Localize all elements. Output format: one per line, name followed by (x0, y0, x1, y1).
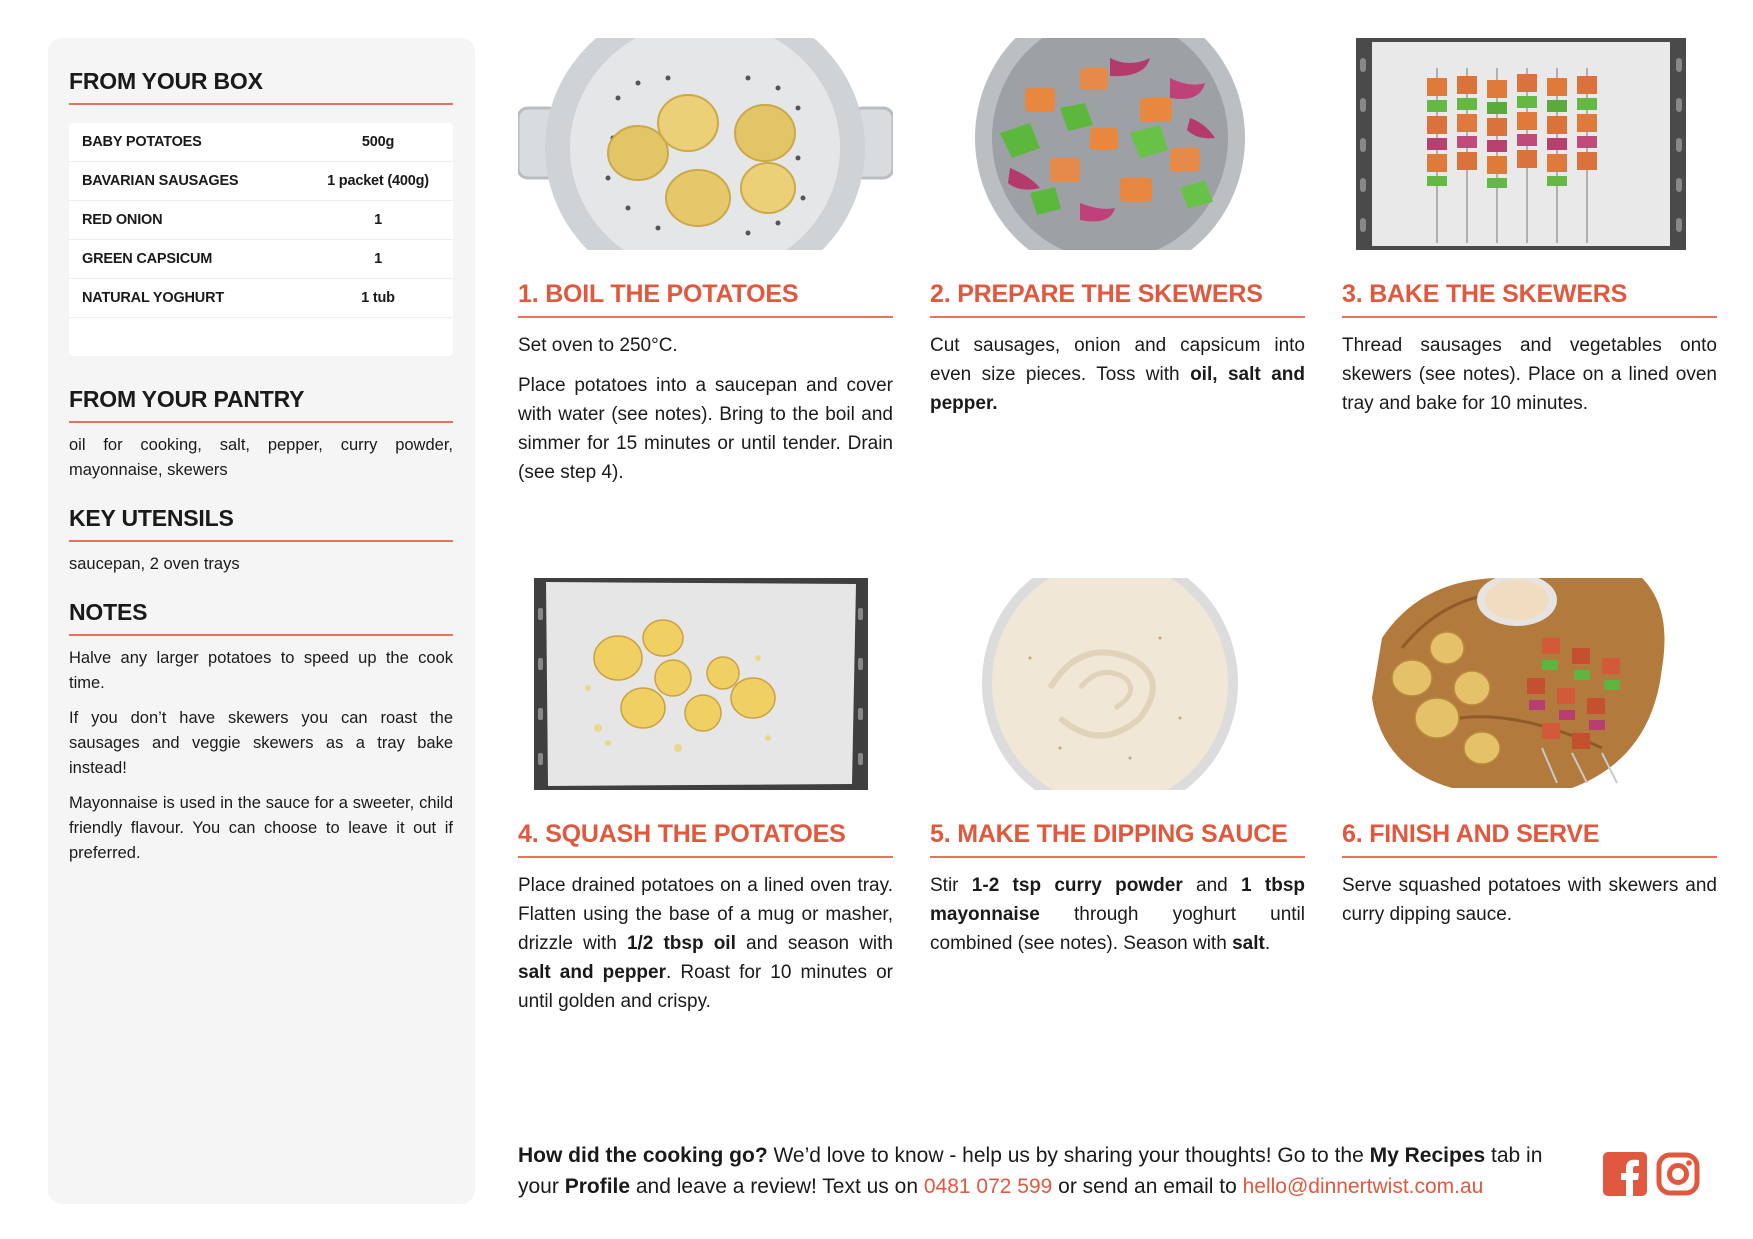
text-span: tab in your (518, 1144, 1543, 1198)
step-5 (930, 578, 1305, 958)
bold-span: salt (1232, 933, 1265, 954)
empty-cell (69, 318, 303, 357)
step-3-text: Thread sausages and vegetables onto skewers (see notes). Place on a lined oven tray and bake for 10 minutes. (1342, 335, 1717, 414)
note-item: Halve any larger potatoes to speed up the cook time. (69, 649, 453, 692)
step-2-title: 2. PREPARE THE SKEWERS (930, 280, 1305, 318)
table-row (69, 318, 453, 357)
ingredient-qty: 1 (303, 201, 453, 240)
bold-span: oil, salt and pepper. (930, 364, 1305, 414)
step-2-image (930, 38, 1305, 250)
text-span: Cut sausages, onion and capsicum into even size pieces. Toss with (930, 335, 1305, 385)
facebook-icon[interactable] (1603, 1152, 1647, 1201)
text-span: and (1182, 875, 1242, 896)
note-item: If you don’t have skewers you can roast the sausages and veggie skewers as a tray bake instead! (69, 709, 453, 777)
pantry-section (69, 386, 453, 483)
step-3-image (1342, 38, 1717, 250)
ingredient-name: BAVARIAN SAUSAGES (69, 162, 303, 201)
from-your-pantry-title: FROM YOUR PANTRY (69, 386, 453, 423)
table-row (69, 279, 453, 318)
text-span: through yoghurt until combined (see notes). Season with (930, 904, 1305, 954)
ingredient-name: BABY POTATOES (69, 123, 303, 162)
step-6 (1342, 578, 1717, 929)
bold-span: 1 tbsp mayonnaise (930, 875, 1305, 925)
text-span: Place drained potatoes on a lined oven tray. Flatten using the base of a mug or masher, drizzle with (518, 875, 893, 954)
step-3-title: 3. BAKE THE SKEWERS (1342, 280, 1717, 318)
ingredient-name: RED ONION (69, 201, 303, 240)
step-5-image (930, 578, 1305, 790)
step-4 (518, 578, 893, 1016)
note-item: Mayonnaise is used in the sauce for a sweeter, child friendly flavour. You can choose to leave it out if preferred. (69, 794, 453, 862)
step-1 (518, 38, 893, 487)
notes-title: NOTES (69, 599, 453, 636)
text-span: and season with (735, 933, 893, 954)
text-span: We’d love to know - help us by sharing your thoughts! Go to the (767, 1144, 1370, 1167)
step-4-text (518, 871, 893, 1016)
table-row (69, 201, 453, 240)
step-6-image (1342, 578, 1717, 790)
bold-span: salt and pepper (518, 962, 667, 983)
ingredient-qty: 500g (303, 123, 453, 162)
step-4-title: 4. SQUASH THE POTATOES (518, 820, 893, 858)
step-1-title: 1. BOIL THE POTATOES (518, 280, 893, 318)
text-span: . (1264, 933, 1271, 954)
empty-cell (303, 318, 453, 357)
ingredient-name: GREEN CAPSICUM (69, 240, 303, 279)
ingredient-qty: 1 packet (400g) (303, 162, 453, 201)
bold-span: 1-2 tsp curry powder (971, 875, 1183, 896)
text-span: or send an email to (1052, 1175, 1243, 1198)
ingredient-qty: 1 (303, 240, 453, 279)
text-span: and leave a review! Text us on (630, 1175, 924, 1198)
review-question: How did the cooking go? (518, 1144, 768, 1167)
step-6-text: Serve squashed potatoes with skewers and curry dipping sauce. (1342, 875, 1717, 925)
utensils-text: saucepan, 2 oven trays (69, 555, 240, 573)
text-span: . Roast for 10 minutes or until golden and crispy. (518, 962, 894, 1012)
step-1-text: Set oven to 250°C. (518, 335, 678, 356)
step-4-image (518, 578, 893, 790)
step-5-title: 5. MAKE THE DIPPING SAUCE (930, 820, 1305, 858)
bold-span: 1/2 tbsp oil (626, 933, 736, 954)
step-1-text-2: Place potatoes into a saucepan and cover with water (see notes). Bring to the boil and simmer for 15 minutes or until tender. Drain (see step 4). (518, 375, 893, 483)
instagram-icon[interactable] (1656, 1152, 1700, 1201)
sidebar (48, 38, 475, 1204)
table-row (69, 240, 453, 279)
step-1-image (518, 38, 893, 250)
notes-section (69, 599, 453, 866)
email-link[interactable]: hello@dinnertwist.com.au (1242, 1175, 1484, 1198)
step-2-text (930, 331, 1305, 418)
pantry-text: oil for cooking, salt, pepper, curry powder, mayonnaise, skewers (69, 436, 453, 479)
phone-link[interactable]: 0481 072 599 (923, 1175, 1053, 1198)
table-row (69, 162, 453, 201)
ingredient-name: NATURAL YOGHURT (69, 279, 303, 318)
profile-label: Profile (564, 1175, 631, 1198)
from-your-box-title: FROM YOUR BOX (69, 68, 453, 105)
text-span: Stir (930, 875, 972, 896)
review-prompt (518, 1140, 1578, 1202)
step-3 (1342, 38, 1717, 418)
utensils-section (69, 505, 453, 577)
table-row (69, 123, 453, 162)
ingredient-qty: 1 tub (303, 279, 453, 318)
step-5-text (930, 871, 1305, 958)
key-utensils-title: KEY UTENSILS (69, 505, 453, 542)
step-6-title: 6. FINISH AND SERVE (1342, 820, 1717, 858)
ingredients-table (69, 123, 453, 356)
step-2 (930, 38, 1305, 418)
my-recipes-label: My Recipes (1369, 1144, 1486, 1167)
